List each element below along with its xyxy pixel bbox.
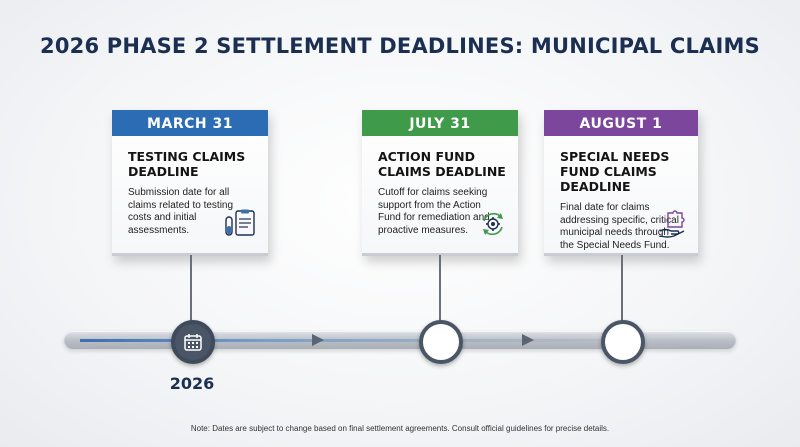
milestone-date: AUGUST 1 (544, 110, 698, 136)
milestone-description: Submission date for all claims related to testing costs and initial assessments. (128, 187, 234, 236)
milestone-description: Cutoff for claims seeking support from the Action Fund for remediation and proactive measures. (378, 187, 490, 236)
arrow-right-icon (312, 334, 324, 346)
milestone-description: Final date for claims addressing specific, critical municipal needs through the Special Needs Fund. (560, 202, 679, 251)
milestone-date: MARCH 31 (112, 110, 268, 136)
arrow-right-icon (522, 334, 534, 346)
milestone-title: TESTING CLAIMS DEADLINE (128, 149, 246, 179)
year-label: 2026 (169, 374, 215, 393)
milestone-date: JULY 31 (362, 110, 518, 136)
milestone-title: ACTION FUND CLAIMS DEADLINE (378, 149, 506, 179)
footnote: Note: Dates are subject to change based on final settlement agreements. Consult official guidelines for precise details. (190, 424, 610, 433)
timeline-node-august (601, 320, 645, 364)
timeline-node-july (419, 320, 463, 364)
page-title: 2026 PHASE 2 SETTLEMENT DEADLINES: MUNICIPAL CLAIMS (40, 34, 760, 58)
milestone-title: SPECIAL NEEDS FUND CLAIMS DEADLINE (560, 149, 670, 194)
timeline-node-start (171, 320, 215, 364)
calendar-icon (183, 332, 203, 357)
